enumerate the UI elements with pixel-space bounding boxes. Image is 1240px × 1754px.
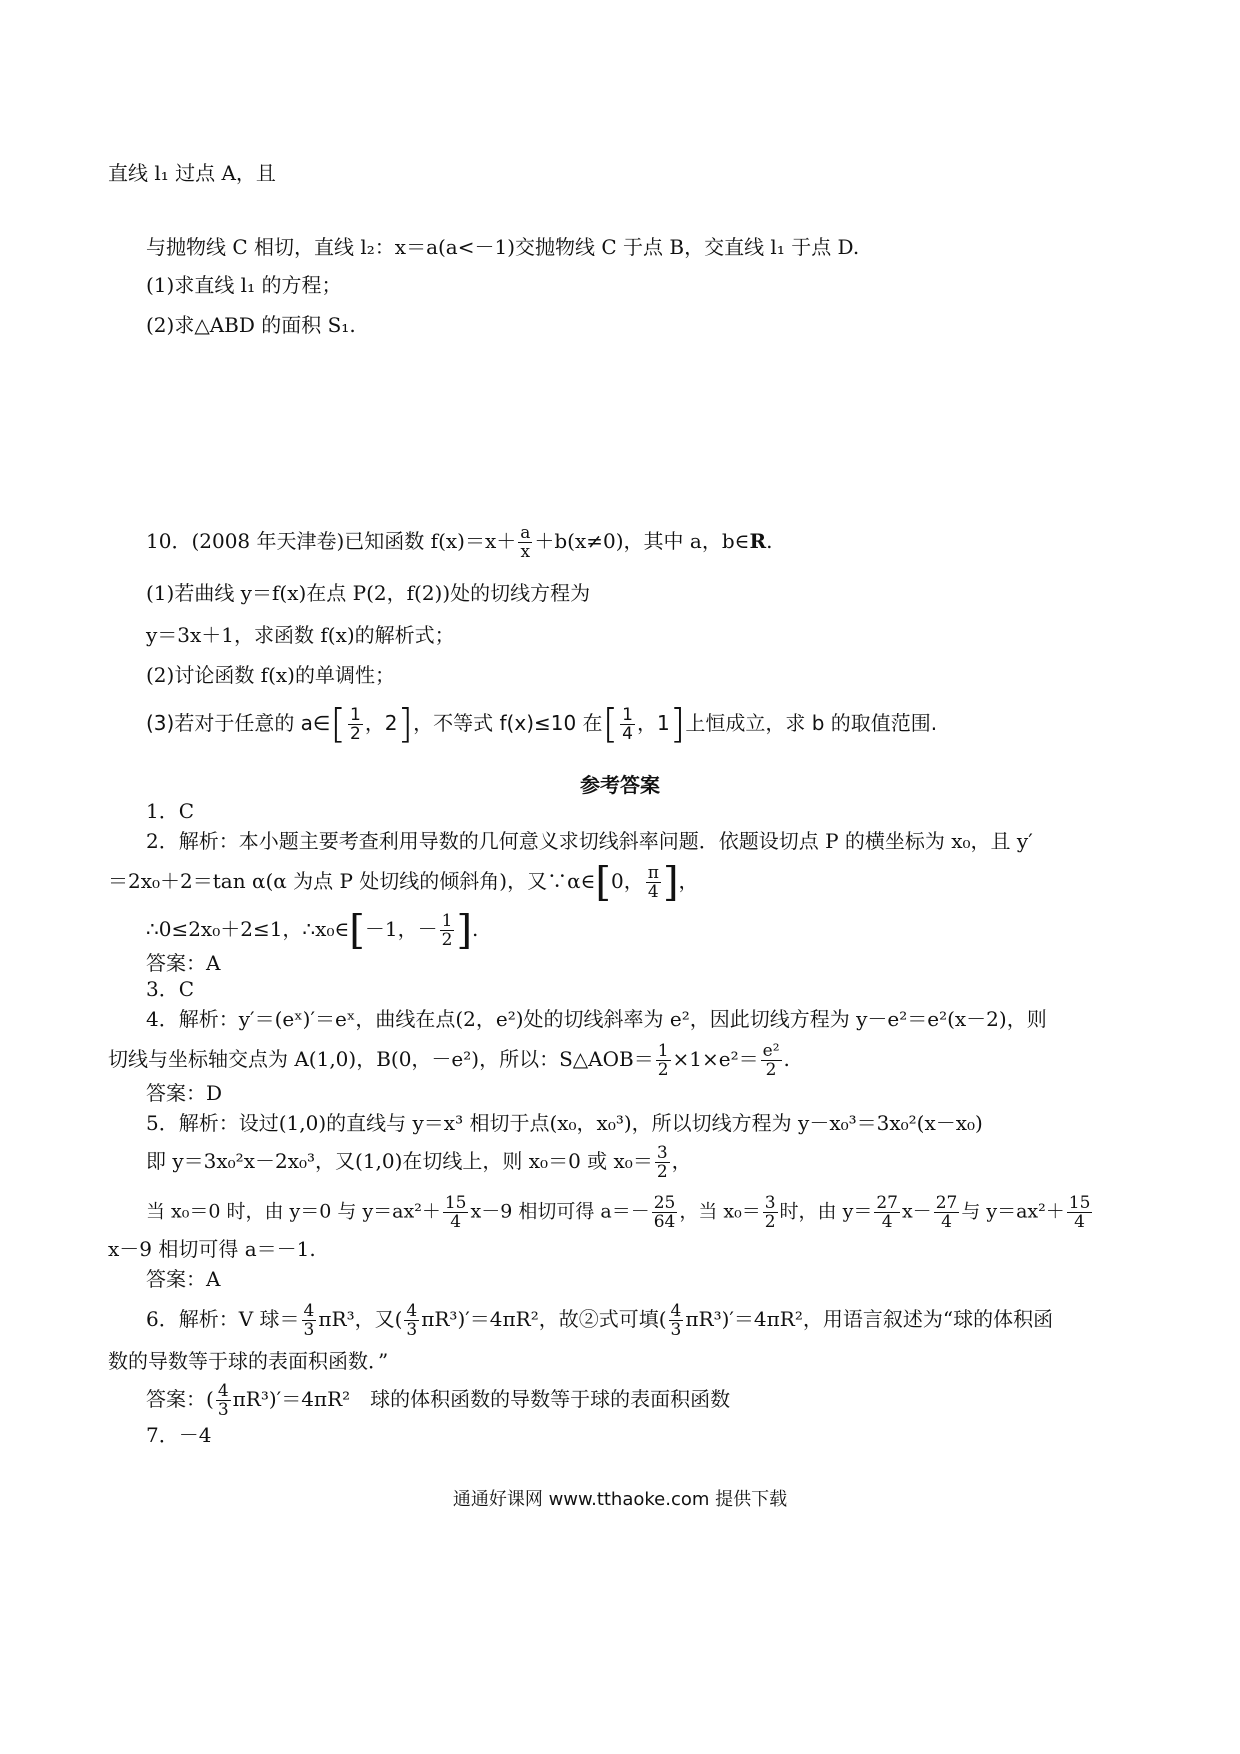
answer-3: 3．C <box>146 977 195 1001</box>
answer-2-line1: 2．解析：本小题主要考查利用导数的几何意义求切线斜率问题．依题设切点 P 的横坐标为 x₀，且 y′ <box>146 829 1033 853</box>
answer-4-result: 答案：D <box>146 1081 223 1105</box>
answer-6-result: 答案：( $\frac{4}{3}$ πR³)′＝4πR² 球的体积函数的导数等于球的表面积函数 <box>146 1381 731 1420</box>
answer-1: 1．C <box>146 799 195 823</box>
p10-statement: 10．(2008 年天津卷)已知函数 f(x)＝x＋ $\frac{a}{x}$ ＋b(x≠0)，其中 a，b∈R. <box>146 523 773 562</box>
answer-2-line2: ＝2x₀＋2＝tan α(α 为点 P 处切线的倾斜角)，又∵α∈[0， $\frac{\pi}{4}$ ]， <box>108 859 699 906</box>
answer-5-line3: 当 x₀＝0 时，由 y＝0 与 y＝ax²＋ $\frac{15}{4}$ x－9 相切可得 a＝－ $\frac{25}{64}$ ，当 x₀＝ $\frac{3}{2}$ 时，由 y＝ $\frac{27}{4}$ x－ $\frac{27}{4}$ 与 y＝ax²＋ $\frac{15}{4}$ <box>146 1193 1091 1232</box>
answer-5-line1: 5．解析：设过(1,0)的直线与 y＝x³ 相切于点(x₀，x₀³)，所以切线方程为 y－x₀³＝3x₀²(x－x₀) <box>146 1111 983 1135</box>
page-footer: 通通好课网 www.tthaoke.com 提供下载 <box>452 1489 788 1510</box>
answer-4-line1: 4．解析：y′＝(eˣ)′＝eˣ，曲线在点(2，e²)处的切线斜率为 e²，因此切线方程为 y－e²＝e²(x－2)，则 <box>146 1007 1047 1031</box>
answer-6-line1: 6．解析：V 球＝ $\frac{4}{3}$ πR³，又( $\frac{4}{3}$ πR³)′＝4πR²，故②式可填( $\frac{4}{3}$ πR³)′＝4πR²，用语言叙述为“球的体积函 <box>146 1301 1054 1340</box>
answer-2-result: 答案：A <box>146 951 221 975</box>
answer-2-line3: ∴0≤2x₀＋2≤1，∴x₀∈[－1，－ $\frac{1}{2}$ ]. <box>146 907 479 954</box>
answers-heading: 参考答案 <box>580 773 660 797</box>
p10-question1b: y＝3x＋1，求函数 f(x)的解析式； <box>146 623 455 647</box>
p10-question2: (2)讨论函数 f(x)的单调性； <box>146 663 395 687</box>
p9-line1: 直线 l₁ 过点 A，且 <box>108 161 276 185</box>
fraction: $\frac{a}{x}$ <box>520 523 531 562</box>
p9-question2: (2)求△ABD 的面积 S₁. <box>146 313 356 337</box>
p10-question3: (3)若对于任意的 a∈[ $\frac{1}{2}$ ，2]，不等式 f(x)≤10 在[ $\frac{1}{4}$ ，1]上恒成立，求 b 的取值范围. <box>146 701 938 748</box>
p10-question1a: (1)若曲线 y＝f(x)在点 P(2，f(2))处的切线方程为 <box>146 581 591 605</box>
answer-5-result: 答案：A <box>146 1267 221 1291</box>
answer-5-line4: x－9 相切可得 a＝－1. <box>108 1237 316 1261</box>
answer-6-line2: 数的导数等于球的表面积函数．” <box>108 1349 389 1373</box>
answer-7: 7．－4 <box>146 1423 212 1447</box>
answer-5-line2: 即 y＝3x₀²x－2x₀³，又(1,0)在切线上，则 x₀＝0 或 x₀＝ $\frac{3}{2}$ ， <box>146 1143 692 1182</box>
answer-4-line2: 切线与坐标轴交点为 A(1,0)，B(0，－e²)，所以：S△AOB＝ $\frac{1}{2}$ ×1×e²＝ $\frac{\text{e²}}{2}$ . <box>108 1041 790 1080</box>
p9-question1: (1)求直线 l₁ 的方程； <box>146 273 342 297</box>
p9-line2: 与抛物线 C 相切，直线 l₂：x＝a(a<－1)交抛物线 C 于点 B，交直线 l₁ 于点 D. <box>146 235 860 259</box>
